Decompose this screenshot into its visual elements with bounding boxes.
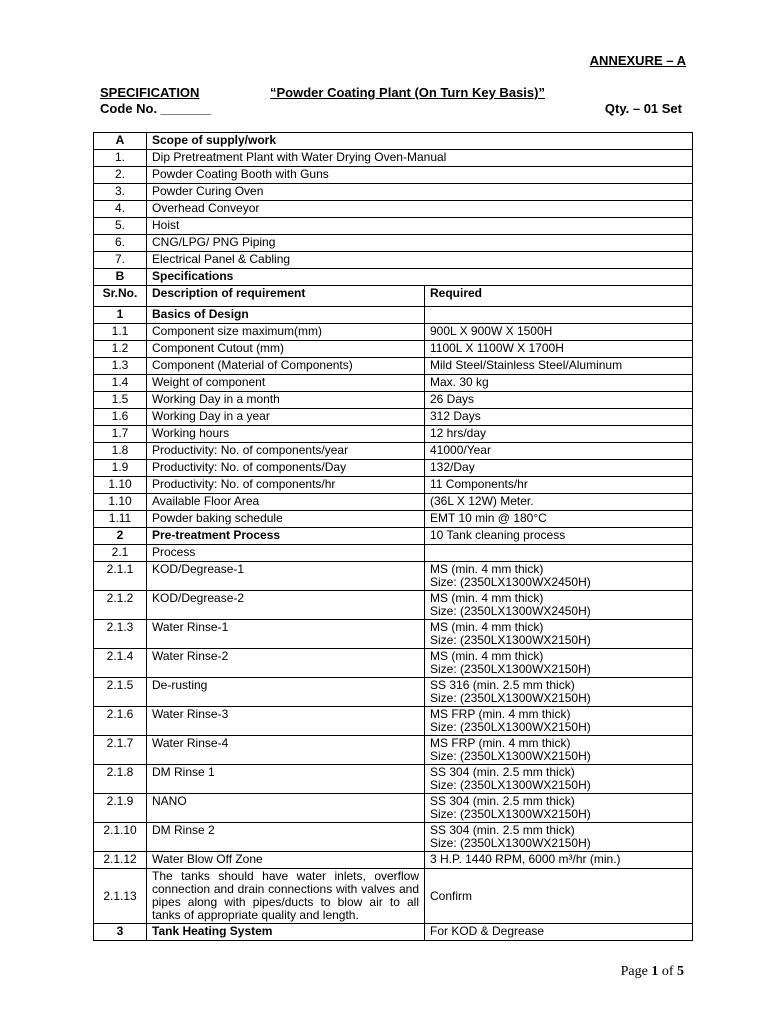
tank-size: Size: (2350LX1300WX2150H) xyxy=(430,720,591,734)
scope-item-row xyxy=(94,167,693,184)
section-req: 10 Tank cleaning process xyxy=(425,528,693,545)
quantity: Qty. – 01 Set xyxy=(604,101,682,116)
scope-header-row xyxy=(94,133,693,150)
scope-letter: A xyxy=(94,133,147,150)
spec-req: (36L X 12W) Meter. xyxy=(425,494,693,511)
spec-number: 1.3 xyxy=(94,358,147,375)
tank-size: Size: (2350LX1300WX2150H) xyxy=(430,807,591,821)
item-number: 6. xyxy=(94,235,147,252)
spec-req xyxy=(425,765,693,794)
specs-header-row xyxy=(94,269,693,286)
spec-desc: Water Rinse-4 xyxy=(147,736,425,765)
section-title: Basics of Design xyxy=(147,307,425,324)
spec-row xyxy=(94,511,693,528)
tank-material: MS (min. 4 mm thick) xyxy=(430,591,544,605)
tank-material: MS (min. 4 mm thick) xyxy=(430,649,544,663)
scope-title: Scope of supply/work xyxy=(147,133,693,150)
spec-number: 1.10 xyxy=(94,477,147,494)
spec-desc: Water Blow Off Zone xyxy=(147,852,425,869)
spec-number: 2.1.4 xyxy=(94,649,147,678)
spec-row xyxy=(94,477,693,494)
spec-desc: DM Rinse 1 xyxy=(147,765,425,794)
spec-desc: Component (Material of Components) xyxy=(147,358,425,375)
spec-row xyxy=(94,341,693,358)
spec-desc: KOD/Degrease-2 xyxy=(147,591,425,620)
item-text: Hoist xyxy=(147,218,693,235)
col-header-desc: Description of requirement xyxy=(147,286,425,307)
spec-desc: Component size maximum(mm) xyxy=(147,324,425,341)
spec-desc: The tanks should have water inlets, overflow connection and drain connections with valves and pipes along with pipes/ducts to blow air to all tanks of appropriate quality and length. xyxy=(147,869,425,924)
spec-desc: Working Day in a year xyxy=(147,409,425,426)
tank-row xyxy=(94,591,693,620)
tank-row xyxy=(94,736,693,765)
spec-desc: KOD/Degrease-1 xyxy=(147,562,425,591)
spec-desc: Component Cutout (mm) xyxy=(147,341,425,358)
plant-title: “Powder Coating Plant (On Turn Key Basis)” xyxy=(270,85,545,100)
item-number: 1. xyxy=(94,150,147,167)
section-row xyxy=(94,307,693,324)
spec-desc: Powder baking schedule xyxy=(147,511,425,528)
spec-req xyxy=(425,620,693,649)
section-req: For KOD & Degrease xyxy=(425,924,693,941)
spec-desc: Productivity: No. of components/hr xyxy=(147,477,425,494)
spec-req: 3 H.P. 1440 RPM, 6000 m³/hr (min.) xyxy=(425,852,693,869)
item-number: 3. xyxy=(94,184,147,201)
spec-req: Max. 30 kg xyxy=(425,375,693,392)
item-number: 5. xyxy=(94,218,147,235)
spec-req: 12 hrs/day xyxy=(425,426,693,443)
spec-desc: Working hours xyxy=(147,426,425,443)
tank-material: SS 304 (min. 2.5 mm thick) xyxy=(430,765,575,779)
spec-row xyxy=(94,426,693,443)
tank-material: MS (min. 4 mm thick) xyxy=(430,562,544,576)
tank-size: Size: (2350LX1300WX2150H) xyxy=(430,836,591,850)
specs-title: Specifications xyxy=(147,269,693,286)
spec-number: 1.6 xyxy=(94,409,147,426)
tank-row xyxy=(94,649,693,678)
scope-item-row xyxy=(94,218,693,235)
tank-row xyxy=(94,823,693,852)
scope-item-row xyxy=(94,150,693,167)
tank-row xyxy=(94,765,693,794)
spec-req: 41000/Year xyxy=(425,443,693,460)
tank-material: MS (min. 4 mm thick) xyxy=(430,620,544,634)
spec-req: 11 Components/hr xyxy=(425,477,693,494)
spec-req xyxy=(425,591,693,620)
spec-row xyxy=(94,852,693,869)
item-text: Electrical Panel & Cabling xyxy=(147,252,693,269)
spec-number: 1.10 xyxy=(94,494,147,511)
spec-req: 312 Days xyxy=(425,409,693,426)
spec-row xyxy=(94,375,693,392)
spec-desc: Water Rinse-2 xyxy=(147,649,425,678)
spec-row xyxy=(94,358,693,375)
spec-req: 900L X 900W X 1500H xyxy=(425,324,693,341)
spec-row xyxy=(94,869,693,924)
tank-size: Size: (2350LX1300WX2150H) xyxy=(430,691,591,705)
section-number: 2 xyxy=(94,528,147,545)
tank-size: Size: (2350LX1300WX2150H) xyxy=(430,633,591,647)
spec-req: 132/Day xyxy=(425,460,693,477)
spec-number: 2.1.10 xyxy=(94,823,147,852)
spec-row xyxy=(94,545,693,562)
spec-desc: De-rusting xyxy=(147,678,425,707)
spec-number: 1.7 xyxy=(94,426,147,443)
section-title: Pre-treatment Process xyxy=(147,528,425,545)
item-text: Powder Curing Oven xyxy=(147,184,693,201)
item-number: 4. xyxy=(94,201,147,218)
spec-req xyxy=(425,545,693,562)
spec-desc: Productivity: No. of components/Day xyxy=(147,460,425,477)
specs-letter: B xyxy=(94,269,147,286)
spec-desc: Weight of component xyxy=(147,375,425,392)
spec-req: EMT 10 min @ 180°C xyxy=(425,511,693,528)
spec-row xyxy=(94,409,693,426)
tank-row xyxy=(94,794,693,823)
spec-req: Mild Steel/Stainless Steel/Aluminum xyxy=(425,358,693,375)
tank-size: Size: (2350LX1300WX2150H) xyxy=(430,662,591,676)
spec-number: 1.1 xyxy=(94,324,147,341)
scope-item-row xyxy=(94,235,693,252)
item-text: Overhead Conveyor xyxy=(147,201,693,218)
spec-number: 2.1.6 xyxy=(94,707,147,736)
page-number: Page 1 of 5 xyxy=(620,964,684,979)
spec-number: 2.1.1 xyxy=(94,562,147,591)
spec-req: 1100L X 1100W X 1700H xyxy=(425,341,693,358)
spec-desc: Water Rinse-1 xyxy=(147,620,425,649)
tank-material: SS 304 (min. 2.5 mm thick) xyxy=(430,823,575,837)
spec-number: 2.1.7 xyxy=(94,736,147,765)
section-req xyxy=(425,307,693,324)
spec-number: 2.1.3 xyxy=(94,620,147,649)
spec-req xyxy=(425,736,693,765)
item-text: CNG/LPG/ PNG Piping xyxy=(147,235,693,252)
spec-number: 1.4 xyxy=(94,375,147,392)
spec-req xyxy=(425,562,693,591)
tank-row xyxy=(94,678,693,707)
spec-desc: DM Rinse 2 xyxy=(147,823,425,852)
tank-row xyxy=(94,707,693,736)
col-header-req: Required xyxy=(425,286,693,307)
spec-req xyxy=(425,707,693,736)
section-number: 1 xyxy=(94,307,147,324)
section-number: 3 xyxy=(94,924,147,941)
spec-req xyxy=(425,678,693,707)
item-number: 7. xyxy=(94,252,147,269)
section-row xyxy=(94,528,693,545)
spec-req xyxy=(425,823,693,852)
spec-req xyxy=(425,649,693,678)
spec-number: 1.8 xyxy=(94,443,147,460)
tank-row xyxy=(94,620,693,649)
item-text: Dip Pretreatment Plant with Water Drying Oven-Manual xyxy=(147,150,693,167)
tank-material: SS 304 (min. 2.5 mm thick) xyxy=(430,794,575,808)
tank-material: MS FRP (min. 4 mm thick) xyxy=(430,736,571,750)
spec-row xyxy=(94,392,693,409)
spec-desc: Water Rinse-3 xyxy=(147,707,425,736)
tank-row xyxy=(94,562,693,591)
tank-material: SS 316 (min. 2.5 mm thick) xyxy=(430,678,575,692)
tank-size: Size: (2350LX1300WX2450H) xyxy=(430,575,591,589)
scope-item-row xyxy=(94,201,693,218)
column-header-row xyxy=(94,286,693,307)
annexure-label: ANNEXURE – A xyxy=(589,53,686,68)
section-title: Tank Heating System xyxy=(147,924,425,941)
spec-number: 2.1.9 xyxy=(94,794,147,823)
spec-desc: Working Day in a month xyxy=(147,392,425,409)
col-header-no: Sr.No. xyxy=(94,286,147,307)
spec-number: 1.2 xyxy=(94,341,147,358)
item-text: Powder Coating Booth with Guns xyxy=(147,167,693,184)
tank-material: MS FRP (min. 4 mm thick) xyxy=(430,707,571,721)
spec-desc: Productivity: No. of components/year xyxy=(147,443,425,460)
spec-row xyxy=(94,494,693,511)
spec-number: 2.1 xyxy=(94,545,147,562)
spec-req: 26 Days xyxy=(425,392,693,409)
spec-desc: NANO xyxy=(147,794,425,823)
tank-size: Size: (2350LX1300WX2150H) xyxy=(430,778,591,792)
scope-item-row xyxy=(94,252,693,269)
spec-number: 1.5 xyxy=(94,392,147,409)
section-row xyxy=(94,924,693,941)
spec-number: 1.11 xyxy=(94,511,147,528)
spec-desc: Available Floor Area xyxy=(147,494,425,511)
spec-row xyxy=(94,460,693,477)
tank-size: Size: (2350LX1300WX2150H) xyxy=(430,749,591,763)
spec-number: 2.1.12 xyxy=(94,852,147,869)
item-number: 2. xyxy=(94,167,147,184)
code-number: Code No. _______ xyxy=(100,101,212,116)
spec-desc: Process xyxy=(147,545,425,562)
spec-row xyxy=(94,324,693,341)
spec-number: 2.1.2 xyxy=(94,591,147,620)
spec-number: 2.1.8 xyxy=(94,765,147,794)
spec-row xyxy=(94,443,693,460)
spec-number: 2.1.13 xyxy=(94,869,147,924)
specification-label: SPECIFICATION xyxy=(100,85,200,100)
scope-item-row xyxy=(94,184,693,201)
spec-req xyxy=(425,794,693,823)
specification-table xyxy=(93,132,693,941)
spec-number: 2.1.5 xyxy=(94,678,147,707)
tank-size: Size: (2350LX1300WX2450H) xyxy=(430,604,591,618)
spec-req: Confirm xyxy=(425,869,693,924)
spec-number: 1.9 xyxy=(94,460,147,477)
